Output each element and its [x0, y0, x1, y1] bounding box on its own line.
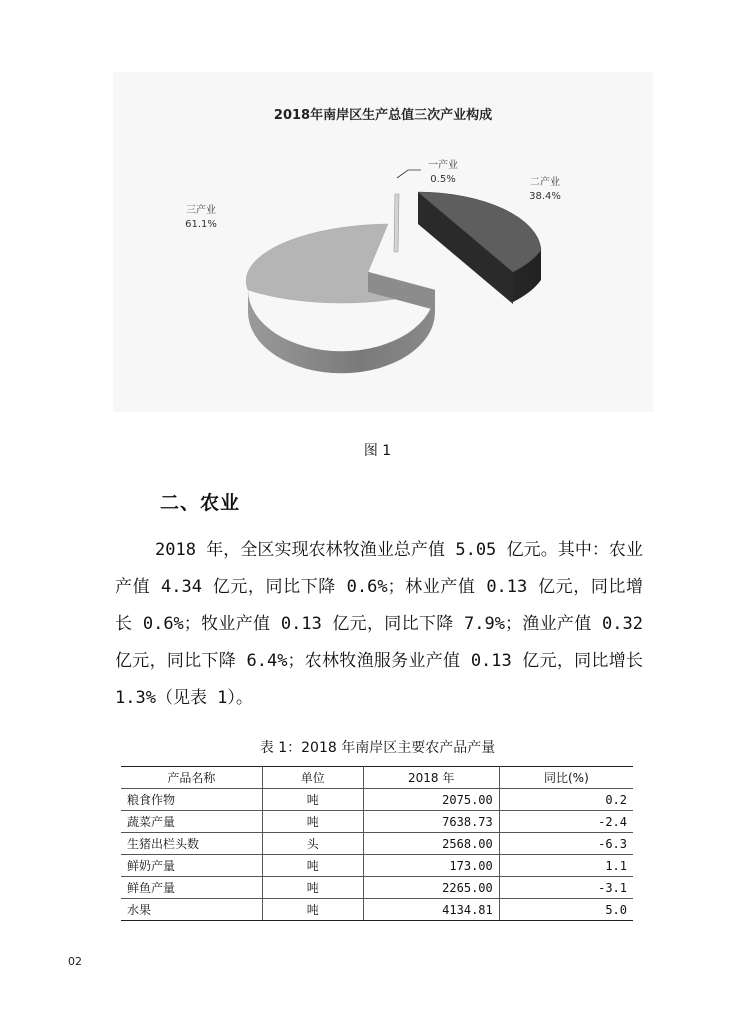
cell-value: 2568.00: [363, 833, 499, 855]
cell-yoy: -2.4: [499, 811, 633, 833]
cell-name: 粮食作物: [121, 789, 262, 811]
pie-slice-secondary: [418, 192, 541, 304]
cell-name: 水果: [121, 899, 262, 921]
pie-chart: [113, 72, 653, 412]
leader-line-primary: [397, 170, 421, 178]
cell-unit: 吨: [262, 877, 363, 899]
cell-unit: 吨: [262, 789, 363, 811]
pie-chart-svg: [113, 72, 653, 412]
cell-name: 鲜奶产量: [121, 855, 262, 877]
pie-slice-tertiary: [246, 224, 435, 373]
cell-unit: 吨: [262, 811, 363, 833]
cell-unit: 吨: [262, 855, 363, 877]
cell-yoy: 1.1: [499, 855, 633, 877]
table-row: [121, 811, 633, 833]
agri-products-table: [121, 766, 633, 921]
col-header-unit: 单位: [262, 767, 363, 789]
table-row: [121, 833, 633, 855]
label-primary-name: 一产业: [428, 160, 458, 171]
cell-yoy: 0.2: [499, 789, 633, 811]
pie-slice-primary: [394, 194, 399, 252]
table-row: [121, 855, 633, 877]
table-row: [121, 789, 633, 811]
cell-yoy: -3.1: [499, 877, 633, 899]
table-row: [121, 877, 633, 899]
label-tertiary-value: 61.1%: [185, 219, 217, 230]
cell-yoy: -6.3: [499, 833, 633, 855]
table-row: [121, 899, 633, 921]
cell-name: 蔬菜产量: [121, 811, 262, 833]
cell-name: 生猪出栏头数: [121, 833, 262, 855]
label-secondary-value: 38.4%: [529, 191, 561, 202]
cell-value: 7638.73: [363, 811, 499, 833]
page-number: 02: [68, 955, 82, 968]
section-heading: 二、农业: [160, 492, 241, 514]
figure-caption: 图 1: [363, 443, 392, 459]
cell-value: 2265.00: [363, 877, 499, 899]
label-primary-value: 0.5%: [430, 174, 456, 185]
col-header-yoy: 同比(%): [499, 767, 633, 789]
cell-value: 4134.81: [363, 899, 499, 921]
cell-value: 2075.00: [363, 789, 499, 811]
cell-yoy: 5.0: [499, 899, 633, 921]
label-secondary-name: 二产业: [530, 177, 560, 188]
chart-title: 2018年南岸区生产总值三次产业构成: [273, 108, 493, 123]
cell-name: 鲜鱼产量: [121, 877, 262, 899]
table-header-row: [121, 767, 633, 789]
cell-unit: 头: [262, 833, 363, 855]
col-header-name: 产品名称: [121, 767, 262, 789]
body-paragraph: [115, 532, 643, 717]
label-tertiary-name: 三产业: [186, 205, 216, 216]
paragraph-text: 2018 年，全区实现农林牧渔业总产值 5.05 亿元。其中：农业产值 4.34 亿元，同比下降 0.6%；林业产值 0.13 亿元，同比增长 0.6%；牧业产值 0.13 亿元，同比下降 7.9%；渔业产值 0.32 亿元，同比下降 6.4%；农林牧渔服务业产值 0.13 亿元，同比增长 1.3%（见表 1）。: [115, 540, 643, 708]
table-caption: 表 1：2018 年南岸区主要农产品产量: [259, 740, 496, 756]
cell-unit: 吨: [262, 899, 363, 921]
cell-value: 173.00: [363, 855, 499, 877]
col-header-2018: 2018 年: [363, 767, 499, 789]
